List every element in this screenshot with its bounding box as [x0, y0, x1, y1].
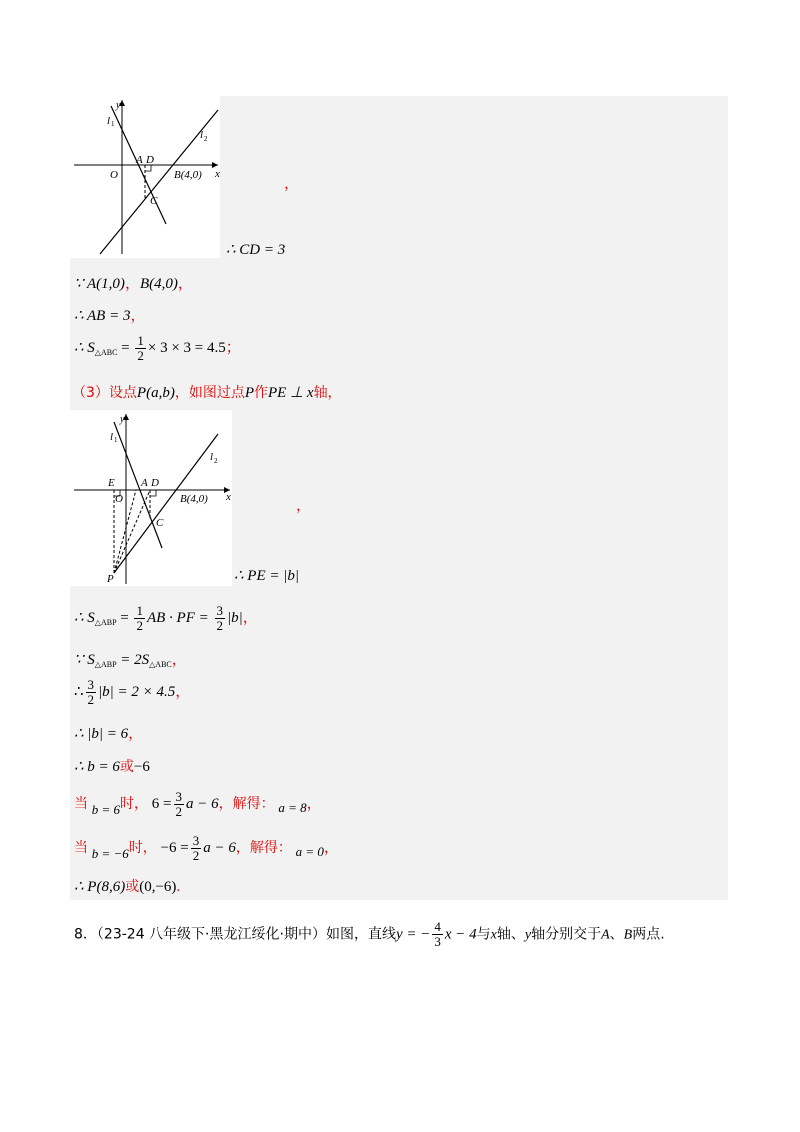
fig2-y-label: y [120, 414, 125, 425]
fig2-point-A: A [141, 477, 148, 489]
fig1-point-B: B(4,0) [174, 169, 202, 181]
fig2-point-B: B(4,0) [180, 493, 208, 505]
line-equation-b: ∴ $\frac{3}{2}$ |b| = 2 × 4.5， [74, 677, 191, 707]
line-b-values: ∴ b = 6或−6 [74, 759, 150, 775]
fig2-l1-label: l [110, 431, 114, 443]
fig1-l1-label: l [107, 115, 111, 127]
fig1-point-C: C [150, 195, 158, 207]
point-a-coord: ∵ A(1,0) [74, 276, 125, 292]
figure-2-graph [70, 410, 232, 586]
fig2-point-O: O [115, 493, 123, 505]
problem-source: （23-24 八年级下·黑龙江绥化·期中）如图，直线 [96, 926, 396, 943]
fig2-point-E: E [108, 477, 115, 489]
line-area-abp: ∴ $S_{\triangle ABP}$ = $\frac{1}{2}$ AB · PF = $\frac{3}{2}$ |b|， [74, 603, 258, 633]
fig1-l2-sub: 2 [204, 135, 208, 143]
line-area-relation: ∵ $S_{\triangle ABP} = 2S_{\triangle ABC}$， [74, 652, 187, 669]
problem-8: 8．（23-24 八年级下·黑龙江绥化·期中）如图，直线y = − $\frac{4}{3}$ x − 4与x轴、y轴分别交于A、B两点. [74, 919, 665, 949]
fig1-point-O: O [110, 169, 118, 181]
fraction-half: $\frac{1}{2}$ [137, 333, 144, 363]
problem-number: 8． [74, 926, 97, 943]
line-case-1: 当 b = 6时， 6 = $\frac{3}{2}$ a − 6，解得： a = 8， [74, 789, 322, 819]
figure-1 [70, 96, 220, 258]
fig2-l2-label: l [210, 451, 214, 463]
comma-1: ， [284, 176, 300, 192]
fig2-point-C: C [156, 517, 164, 529]
figure-2 [70, 410, 232, 586]
fig2-l2-sub: 2 [214, 457, 218, 465]
fig2-point-P: P [107, 573, 114, 585]
point-b-coord: B(4,0) [139, 276, 178, 292]
fig2-l1-sub: 1 [114, 436, 118, 444]
pe-equation: ∴ PE = |b| [234, 568, 299, 584]
line-ab: ∴ AB = 3， [74, 308, 146, 324]
figure-1-graph [70, 96, 220, 258]
line-abs-b: ∴ |b| = 6， [74, 726, 144, 742]
fig1-l2-label: l [200, 129, 204, 141]
fig1-l1-sub: 1 [111, 120, 115, 128]
part3-heading: （3）设点P(a,b)，如图过点P作PE ⊥ x轴， [72, 385, 342, 401]
fig1-y-label: y [116, 100, 121, 111]
fig2-point-D: D [151, 477, 159, 489]
fig1-x-label: x [215, 168, 220, 180]
line-area-abc: ∴ $S_{\triangle ABC}$ = $\frac{1}{2}$ × 3 × 3 = 4.5； [74, 333, 241, 363]
fig1-point-A: A [136, 154, 143, 166]
line-case-2: 当 b = −6时， −6 = $\frac{3}{2}$ a − 6，解得： a = 0， [74, 833, 339, 863]
cd-equation: ∴ CD = 3 [226, 242, 286, 258]
comma-2: ， [296, 498, 312, 514]
fig1-point-D: D [146, 154, 154, 166]
fig2-x-label: x [226, 491, 231, 503]
line-coordinates: ∵ A(1,0)，B(4,0)， [74, 276, 193, 292]
line-final-answer: ∴ P(8,6)或(0,−6). [74, 879, 181, 895]
